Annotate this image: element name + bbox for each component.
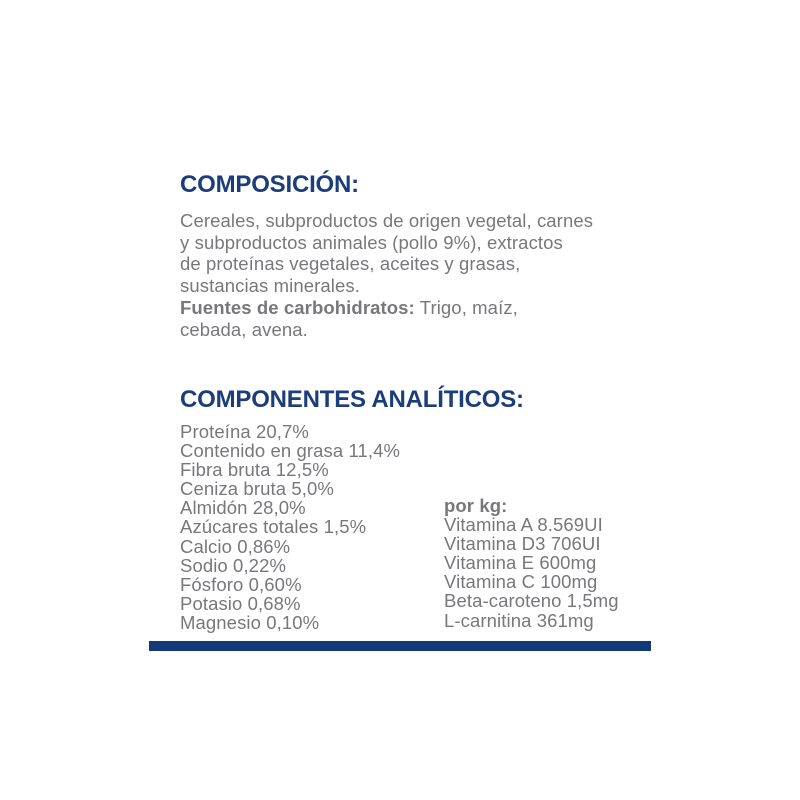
carb-sources-line [180, 297, 593, 319]
analytical-item-vitamin-d3: Vitamina D3 706UI [444, 533, 601, 555]
analytical-item-fibre: Fibra bruta 12,5% [180, 459, 329, 481]
analytical-item-l-carnitine: L-carnitina 361mg [444, 609, 594, 631]
composition-heading: COMPOSICIÓN: [180, 171, 359, 198]
composition-line: de proteínas vegetales, aceites y grasas, [180, 253, 521, 275]
per-kg-label: por kg: [444, 495, 508, 516]
analytical-item-protein: Proteína 20,7% [180, 421, 309, 442]
divider-bar [149, 641, 651, 651]
composition-line: Cereales, subproductos de origen vegetal, carnes [180, 210, 594, 231]
carb-sources-value: Trigo, maíz, [414, 296, 518, 318]
carb-sources-label: Fuentes de carbohidratos: [180, 296, 415, 318]
composition-line: sustancias minerales. [180, 275, 360, 297]
composition-paragraph [180, 210, 593, 340]
analytical-right-column [444, 496, 619, 630]
analytical-item-vitamin-c: Vitamina C 100mg [444, 571, 598, 593]
analytical-item-vitamin-e: Vitamina E 600mg [444, 552, 597, 574]
analytical-item-calcium: Calcio 0,86% [180, 535, 291, 557]
analytical-item-vitamin-a: Vitamina A 8.569UI [444, 514, 603, 536]
analytical-item-beta-carotene: Beta-caroteno 1,5mg [444, 590, 619, 612]
analytical-item-starch: Almidón 28,0% [180, 497, 306, 519]
analytical-item-potassium: Potasio 0,68% [180, 592, 301, 614]
composition-line: y subproductos animales (pollo 9%), extractos [180, 231, 563, 253]
analytical-heading: COMPONENTES ANALÍTICOS: [180, 386, 524, 413]
analytical-item-fat: Contenido en grasa 11,4% [180, 440, 401, 462]
analytical-item-sodium: Sodio 0,22% [180, 554, 287, 576]
analytical-item-ash: Ceniza bruta 5,0% [180, 478, 334, 500]
carb-sources-line2: cebada, avena. [180, 318, 308, 340]
analytical-item-phosphorus: Fósforo 0,60% [180, 573, 302, 595]
analytical-item-sugars: Azúcares totales 1,5% [180, 516, 367, 538]
analytical-item-magnesium: Magnesio 0,10% [180, 611, 320, 633]
analytical-left-column [180, 422, 400, 632]
